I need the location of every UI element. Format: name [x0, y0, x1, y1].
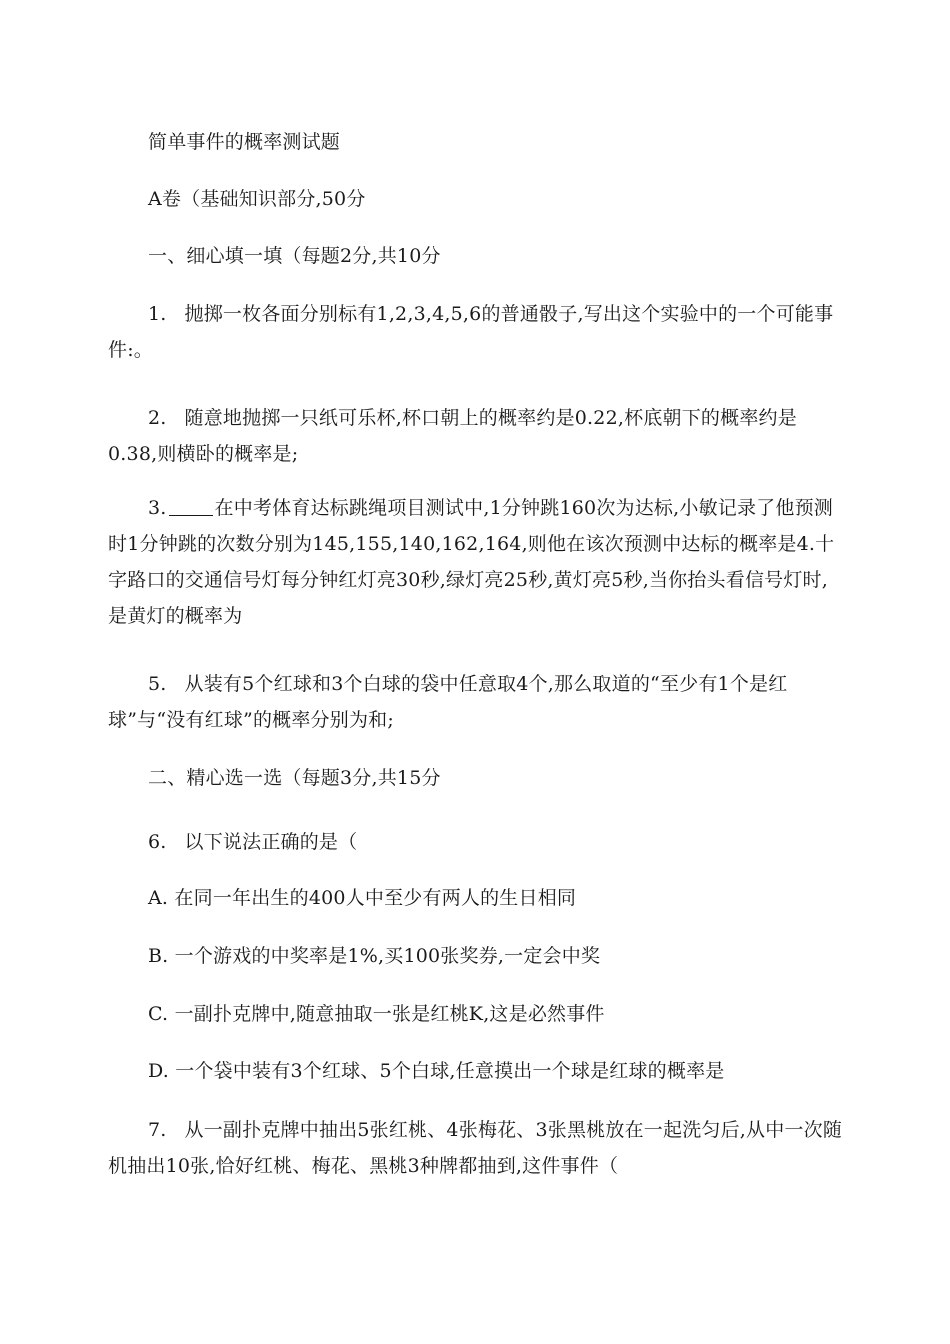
question-3 — [108, 490, 843, 634]
question-3-number: 3. — [148, 497, 167, 519]
question-5-number: 5. — [148, 673, 167, 695]
question-2-text: 随意地抛掷一只纸可乐杯,杯口朝上的概率约是0.22,杯底朝下的概率约是0.38,则横卧的概率是; — [108, 407, 797, 465]
question-7-number: 7. — [148, 1119, 167, 1141]
section-a-heading: A卷（基础知识部分,50分 — [148, 188, 366, 210]
option-d-label: D. — [148, 1060, 169, 1082]
option-a — [108, 880, 843, 916]
part1-heading: 一、细心填一填（每题2分,共10分 — [148, 245, 441, 267]
question-2 — [108, 400, 843, 472]
option-b-text: 一个游戏的中奖率是1%,买100张奖券,一定会中奖 — [174, 945, 601, 967]
option-d-text: 一个袋中装有3个红球、5个白球,任意摸出一个球是红球的概率是 — [175, 1060, 725, 1082]
question-1-text: 抛掷一枚各面分别标有1,2,3,4,5,6的普通骰子,写出这个实验中的一个可能事件:。 — [108, 303, 834, 361]
option-b — [108, 938, 843, 974]
question-6-text: 以下说法正确的是（ — [184, 831, 358, 853]
option-a-text: 在同一年出生的400人中至少有两人的生日相同 — [174, 887, 577, 909]
option-c-label: C. — [148, 1003, 169, 1025]
option-c — [108, 996, 843, 1032]
question-1-number: 1. — [148, 303, 167, 325]
question-1 — [108, 296, 843, 368]
question-6-number: 6. — [148, 831, 167, 853]
question-2-number: 2. — [148, 407, 167, 429]
question-6 — [108, 824, 843, 860]
option-c-text: 一副扑克牌中,随意抽取一张是红桃K,这是必然事件 — [174, 1003, 605, 1025]
option-b-label: B. — [148, 945, 169, 967]
question-7 — [108, 1112, 843, 1184]
question-5 — [108, 666, 843, 738]
question-7-text: 从一副扑克牌中抽出5张红桃、4张梅花、3张黑桃放在一起洗匀后,从中一次随机抽出10张,恰好红桃、梅花、黑桃3种牌都抽到,这件事件（ — [108, 1119, 843, 1177]
page-title: 简单事件的概率测试题 — [148, 131, 341, 153]
question-5-text: 从装有5个红球和3个白球的袋中任意取4个,那么取道的“至少有1个是红球”与“没有红球”的概率分别为和; — [108, 673, 788, 731]
option-a-label: A. — [148, 887, 169, 909]
question-3-text: 在中考体育达标跳绳项目测试中,1分钟跳160次为达标,小敏记录了他预测时1分钟跳的次数分别为145,155,140,162,164,则他在该次预测中达标的概率是4.十字路口的交通信号灯每分钟红灯亮30秒,绿灯亮25秒,黄灯亮5秒,当你抬头看信号灯时,是黄灯的概率为 — [108, 497, 835, 627]
answer-blank — [169, 495, 213, 516]
option-d — [108, 1053, 843, 1089]
part2-heading: 二、精心选一选（每题3分,共15分 — [148, 767, 441, 789]
